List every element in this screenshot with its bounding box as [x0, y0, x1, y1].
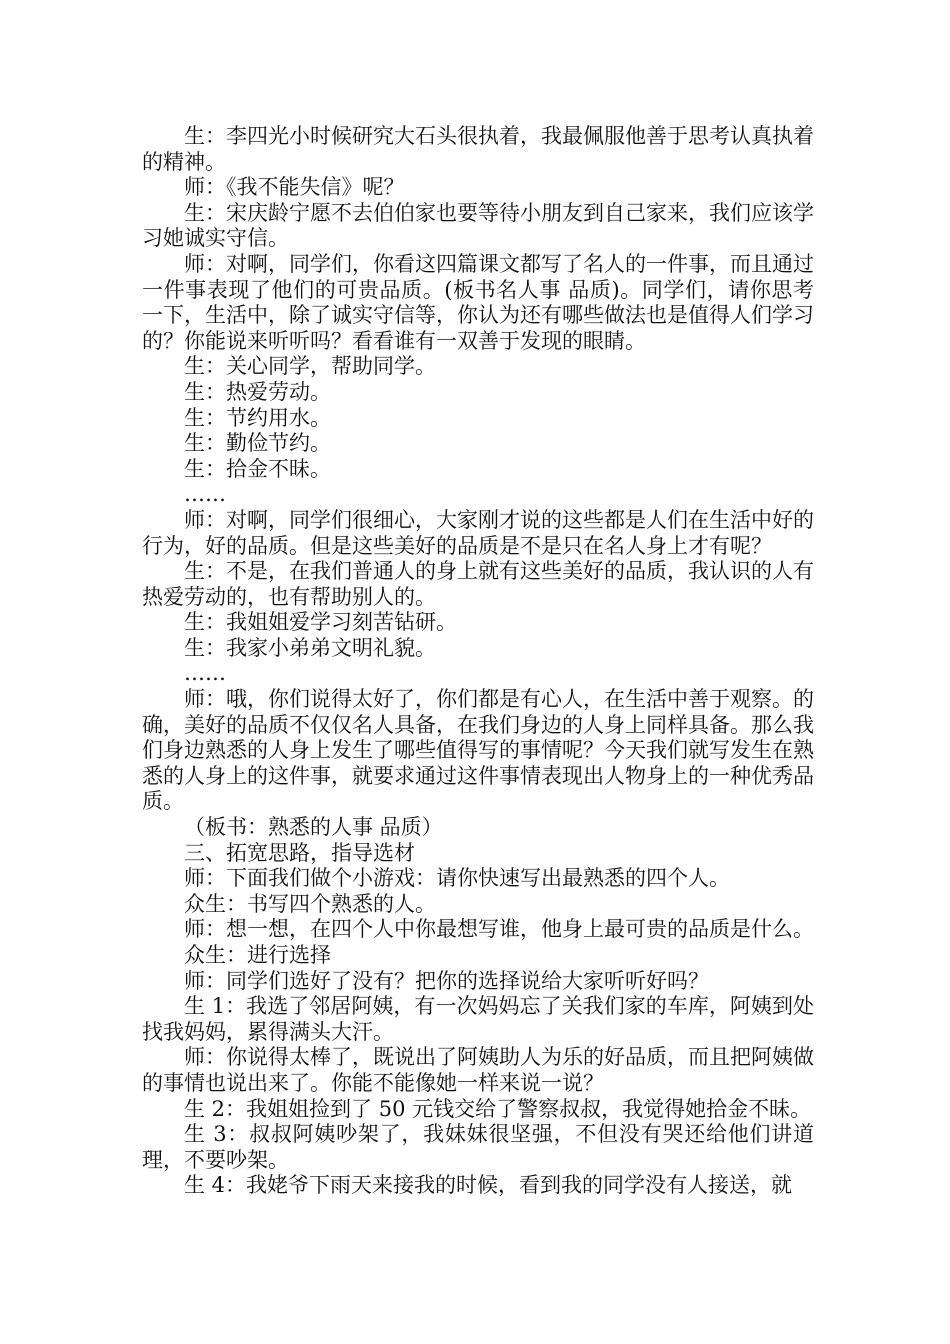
paragraph: 生：不是，在我们普通人的身上就有这些美好的品质，我认识的人有热爱劳动的，也有帮助别人的。	[142, 559, 814, 609]
paragraph: 师：对啊，同学们很细心，大家刚才说的这些都是人们在生活中好的行为，好的品质。但是这些美好的品质是不是只在名人身上才有呢？	[142, 507, 814, 558]
paragraph: 师：对啊，同学们，你看这四篇课文都写了名人的一件事，而且通过一件事表现了他们的可贵品质。(板书名人事 品质)。同学们，请你思考一下，生活中，除了诚实守信等，你认为还有哪些做法也是值得人们学习的？你能说来听听吗？看看谁有一双善于发现的眼睛。	[142, 251, 814, 353]
paragraph: 生：宋庆龄宁愿不去伯伯家也要等待小朋友到自己家来，我们应该学习她诚实守信。	[142, 200, 814, 251]
lesson-transcript	[142, 124, 814, 1199]
paragraph: 生 2：我姐姐捡到了 50 元钱交给了警察叔叔，我觉得她拾金不昧。	[184, 1096, 812, 1121]
paragraph: 师：《我不能失信》呢？	[184, 175, 405, 200]
paragraph: 生：我姐姐爱学习刻苦钻研。	[184, 610, 457, 635]
paragraph: 生：拾金不昧。	[184, 456, 331, 481]
paragraph: 师：哦，你们说得太好了，你们都是有心人，在生活中善于观察。的确，美好的品质不仅仅名人具备，在我们身边的人身上同样具备。那么我们身边熟悉的人身上发生了哪些值得写的事情呢？今天我们就写发生在熟悉的人身上的这件事，就要求通过这件事情表现出人物身上的一种优秀品质。	[142, 687, 814, 814]
ellipsis-line: ……	[184, 482, 226, 507]
paragraph: 生 4：我姥爷下雨天来接我的时候，看到我的同学没有人接送，就	[184, 1173, 793, 1198]
paragraph: 生：李四光小时候研究大石头很执着，我最佩服他善于思考认真执着的精神。	[142, 124, 814, 174]
paragraph: 生：节约用水。	[184, 405, 331, 430]
paragraph: 师：同学们选好了没有？把你的选择说给大家听听好吗？	[184, 968, 709, 993]
paragraph: 众生：书写四个熟悉的人。	[184, 891, 436, 916]
paragraph: （板书：熟悉的人事 品质）	[184, 815, 443, 840]
paragraph: 生 1：我选了邻居阿姨，有一次妈妈忘了关我们家的车库，阿姨到处找我妈妈，累得满头大汗。	[142, 994, 814, 1044]
paragraph: 生 3：叔叔阿姨吵架了，我妹妹很坚强，不但没有哭还给他们讲道理，不要吵架。	[142, 1122, 814, 1172]
paragraph: 师：想一想，在四个人中你最想写谁，他身上最可贵的品质是什么。	[184, 917, 814, 942]
paragraph: 师：你说得太棒了，既说出了阿姨助人为乐的好品质，而且把阿姨做的事情也说出来了。你能不能像她一样来说一说？	[142, 1045, 814, 1095]
paragraph: 生：关心同学，帮助同学。	[184, 354, 436, 379]
paragraph: 生：勤俭节约。	[184, 431, 331, 456]
paragraph: 生：热爱劳动。	[184, 379, 331, 404]
ellipsis-line: ……	[184, 661, 226, 686]
paragraph: 众生：进行选择	[184, 943, 331, 967]
paragraph: 师：下面我们做个小游戏：请你快速写出最熟悉的四个人。	[184, 866, 730, 891]
section-heading: 三、拓宽思路，指导选材	[184, 840, 415, 865]
paragraph: 生：我家小弟弟文明礼貌。	[184, 635, 436, 660]
